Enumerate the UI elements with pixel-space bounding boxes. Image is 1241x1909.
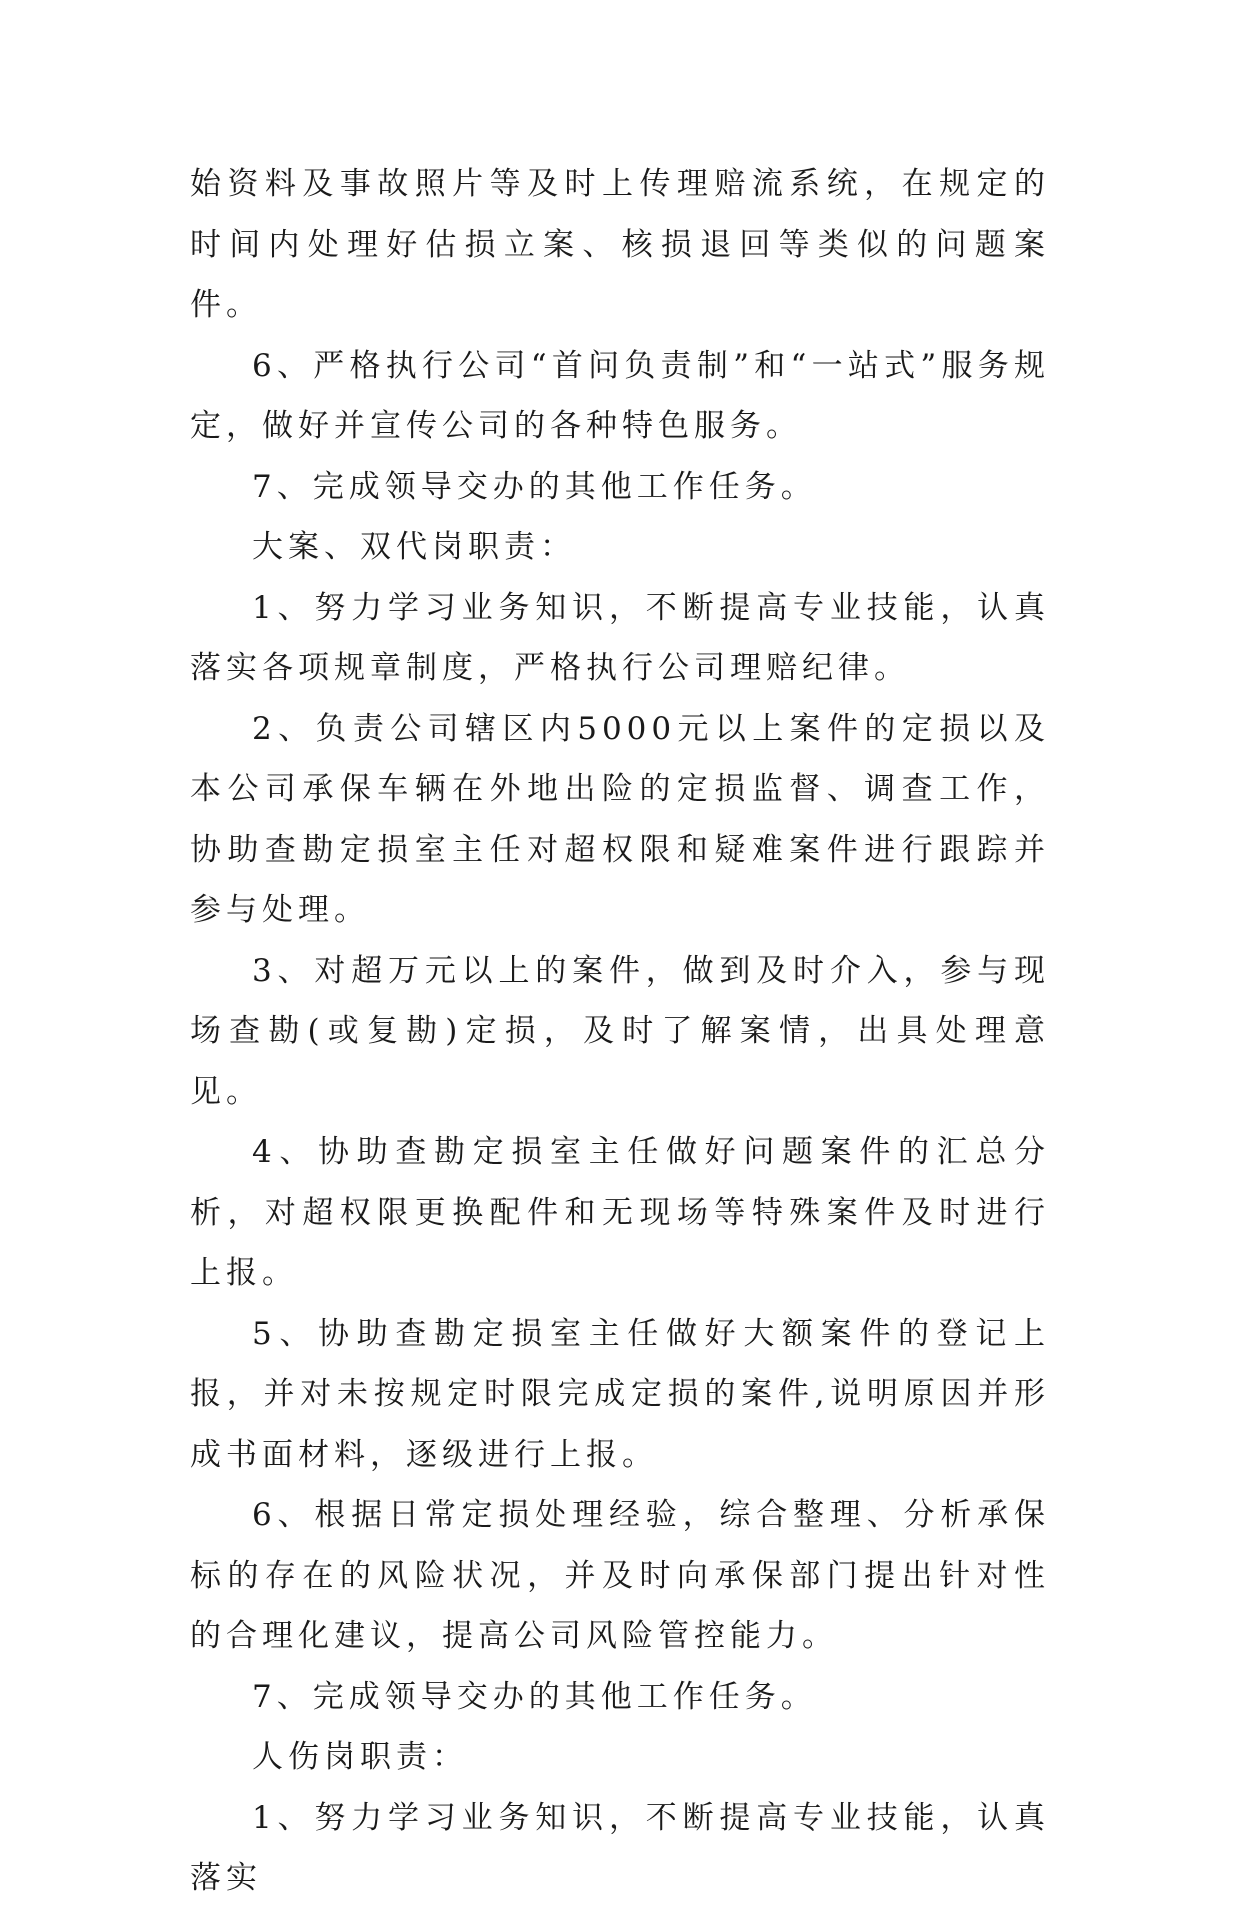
paragraph-8: 5、协助查勘定损室主任做好大额案件的登记上报，并对未按规定时限完成定损的案件,说明原因并形成书面材料，逐级进行上报。 xyxy=(190,1315,1050,1473)
section-heading-injury: 人伤岗职责： xyxy=(252,1739,468,1775)
paragraph-9: 6、根据日常定损处理经验，综合整理、分析承保标的存在的风险状况，并及时向承保部门提出针对性的合理化建议，提高公司风险管控能力。 xyxy=(190,1497,1050,1654)
paragraph-6: 3、对超万元以上的案件，做到及时介入，参与现场查勘(或复勘)定损，及时了解案情，出具处理意见。 xyxy=(190,952,1050,1110)
paragraph-10: 7、完成领导交办的其他工作任务。 xyxy=(252,1678,817,1715)
section-heading-major-case: 大案、双代岗职责： xyxy=(252,529,576,565)
paragraph-12: 1、努力学习业务知识，不断提高专业技能，认真落实 xyxy=(190,1799,1050,1896)
paragraph-5: 2、负责公司辖区内5000元以上案件的定损以及本公司承保车辆在外地出险的定损监督、调查工作，协助查勘定损室主任对超权限和疑难案件进行跟踪并参与处理。 xyxy=(190,710,1050,928)
paragraph-7: 4、协助查勘定损室主任做好问题案件的汇总分析，对超权限更换配件和无现场等特殊案件及时进行上报。 xyxy=(190,1134,1050,1291)
paragraph-0: 始资料及事故照片等及时上传理赔流系统，在规定的时间内处理好估损立案、核损退回等类似的问题案件。 xyxy=(190,166,1050,323)
paragraph-4: 1、努力学习业务知识，不断提高专业技能，认真落实各项规章制度，严格执行公司理赔纪律。 xyxy=(190,589,1050,686)
paragraph-2: 7、完成领导交办的其他工作任务。 xyxy=(252,468,817,505)
paragraph-1: 6、严格执行公司“首问负责制”和“一站式”服务规定，做好并宣传公司的各种特色服务。 xyxy=(190,347,1050,444)
body-text xyxy=(190,154,1050,1909)
